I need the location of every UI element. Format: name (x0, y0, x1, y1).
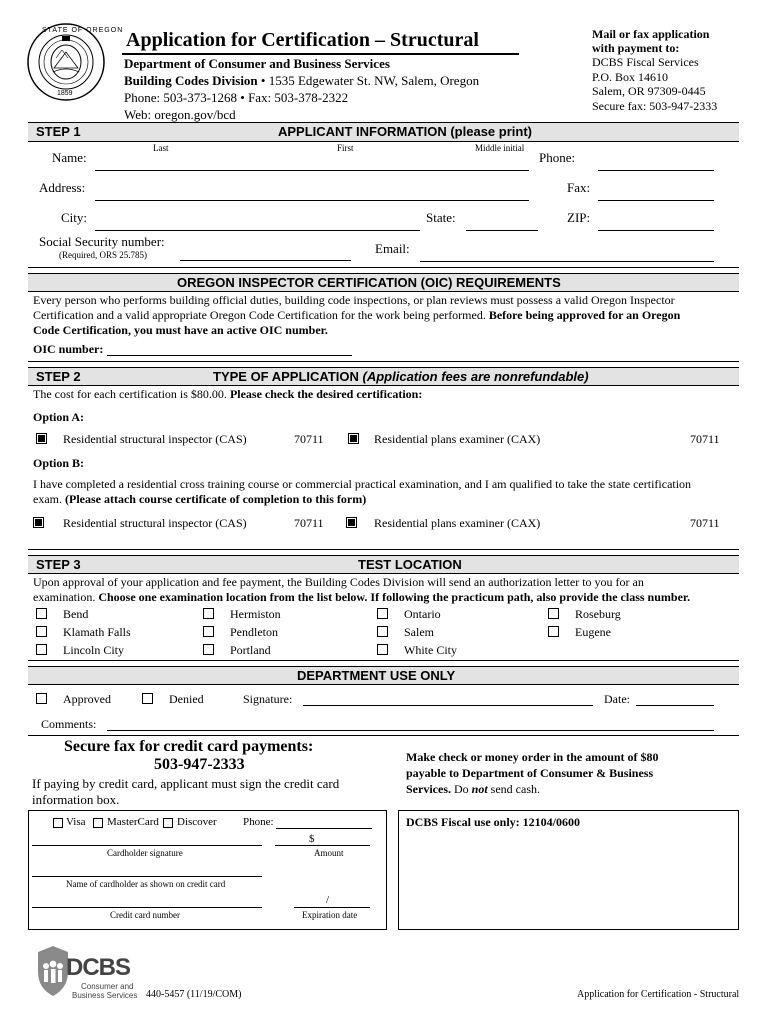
location-ontario: Ontario (404, 607, 441, 621)
location-white-city-checkbox[interactable] (377, 644, 388, 655)
name-on-card-field[interactable] (32, 876, 262, 877)
fax-label: Fax: (567, 180, 591, 195)
location-lincoln-city-checkbox[interactable] (36, 644, 47, 655)
middle-label: Middle initial (475, 143, 525, 153)
location-salem-checkbox[interactable] (377, 626, 388, 637)
oic-number-label: OIC number: (33, 342, 104, 356)
cc-note-2: information box. (32, 792, 120, 807)
seal-text: STATE OF OREGON (42, 27, 124, 34)
location-ontario-checkbox[interactable] (377, 608, 388, 619)
dept-name: Department of Consumer and Business Services (124, 56, 390, 71)
step1-heading: APPLICANT INFORMATION (please print) (278, 124, 532, 139)
mail-line-2: P.O. Box 14610 (592, 70, 669, 84)
check-text-3d: send cash. (487, 782, 540, 796)
step2-heading-main: TYPE OF APPLICATION (213, 369, 363, 384)
header-web: Web: oregon.gov/bcd (124, 107, 236, 122)
option-b-label: Option B: (33, 456, 85, 470)
date-field[interactable] (636, 705, 714, 706)
ssn-field[interactable] (180, 260, 351, 261)
check-text-2: payable to Department of Consumer & Business (406, 766, 654, 780)
option-a-cas-label: Residential structural inspector (CAS) (63, 432, 247, 446)
oic-text-3: Code Certification, you must have an active OIC number. (33, 323, 328, 337)
step1-label: STEP 1 (36, 124, 81, 139)
check-text-3 (406, 782, 540, 797)
secure-fax-title: Secure fax for credit card payments: (64, 738, 314, 755)
oic-text-2 (33, 308, 680, 323)
expiration-date-field[interactable] (294, 907, 370, 908)
location-eugene: Eugene (575, 625, 611, 639)
location-salem: Salem (404, 625, 434, 639)
amount-label: Amount (314, 848, 344, 858)
location-white-city: White City (404, 643, 457, 657)
mail-line-3: Salem, OR 97309-0445 (592, 84, 706, 98)
approved-checkbox[interactable] (36, 693, 47, 704)
ssn-note: (Required, ORS 25.785) (59, 250, 147, 260)
location-lincoln-city: Lincoln City (63, 643, 124, 657)
option-a-label: Option A: (33, 410, 85, 424)
cost-text-a: The cost for each certification is $80.00. (33, 387, 230, 401)
division-address: • 1535 Edgewater St. NW, Salem, Oregon (257, 73, 480, 88)
cost-text (33, 387, 422, 402)
option-b-text-2b: (Please attach course certificate of completion to this form) (65, 492, 367, 506)
zip-field[interactable] (598, 230, 714, 231)
mail-line-4: Secure fax: 503-947-2333 (592, 99, 718, 113)
option-b-cax-label: Residential plans examiner (CAX) (374, 516, 541, 530)
location-hermiston-checkbox[interactable] (203, 608, 214, 619)
cost-text-b: Please check the desired certification: (229, 387, 423, 401)
location-klamath-falls-checkbox[interactable] (36, 626, 47, 637)
discover-label: Discover (177, 816, 217, 828)
email-field[interactable] (420, 261, 714, 262)
location-eugene-checkbox[interactable] (548, 626, 559, 637)
comments-label: Comments: (41, 717, 97, 731)
option-a-cas-code: 70711 (294, 432, 324, 446)
cardholder-signature-label: Cardholder signature (107, 848, 183, 858)
location-roseburg: Roseburg (575, 607, 621, 621)
step2-label: STEP 2 (36, 369, 81, 384)
mastercard-checkbox[interactable] (93, 818, 103, 828)
option-b-cax-code: 70711 (690, 516, 720, 530)
option-b-cas-checkbox[interactable] (33, 517, 44, 528)
option-b-text-1: I have completed a residential cross training course or commercial practical examination, and I am qualified to take the state certification (33, 477, 692, 491)
check-text-3a: Services. (406, 782, 454, 796)
fiscal-use-label: DCBS Fiscal use only: 12104/0600 (406, 815, 581, 829)
signature-field[interactable] (303, 705, 593, 706)
cc-phone-field[interactable] (276, 828, 372, 829)
location-portland-checkbox[interactable] (203, 644, 214, 655)
dept-use-heading: DEPARTMENT USE ONLY (297, 668, 456, 683)
option-b-text-2 (33, 492, 366, 507)
phone-label: Phone: (539, 150, 576, 165)
option-a-cas-checkbox[interactable] (36, 433, 47, 444)
location-bend: Bend (63, 607, 89, 621)
denied-checkbox[interactable] (142, 693, 153, 704)
form-number: 440-5457 (11/19/COM) (146, 989, 242, 1000)
oic-text-2b: Before being approved for an Oregon (488, 308, 681, 322)
city-field[interactable] (95, 230, 420, 231)
option-b-text-2a: exam. (33, 492, 65, 506)
option-b-cas-label: Residential structural inspector (CAS) (63, 516, 247, 530)
date-label: Date: (604, 692, 630, 706)
dcbs-shield-icon (36, 944, 70, 998)
location-hermiston: Hermiston (230, 607, 281, 621)
location-bend-checkbox[interactable] (36, 608, 47, 619)
division-line (124, 73, 479, 89)
step3-text-1: Upon approval of your application and fee payment, the Building Codes Division will send an authorization letter to you for an (33, 575, 644, 589)
seal-year: 1859 (57, 90, 73, 97)
ssn-label: Social Security number: (39, 234, 165, 249)
visa-checkbox[interactable] (53, 818, 63, 828)
option-a-cax-code: 70711 (690, 432, 720, 446)
step2-heading (213, 369, 589, 384)
title-underline (122, 53, 519, 55)
approved-label: Approved (63, 692, 111, 706)
mail-line-1: DCBS Fiscal Services (592, 55, 699, 69)
name-label: Name: (52, 150, 87, 165)
address-label: Address: (39, 180, 86, 195)
step3-text-2a: examination. (33, 590, 99, 604)
location-portland: Portland (230, 643, 271, 657)
name-field[interactable] (95, 170, 529, 171)
step3-text-2 (33, 590, 690, 605)
cardholder-signature-field[interactable] (32, 845, 262, 846)
dcbs-logo-sub-1: Consumer and (81, 982, 134, 991)
address-field[interactable] (95, 200, 529, 201)
location-pendleton: Pendleton (230, 625, 278, 639)
visa-label: Visa (66, 816, 86, 828)
card-number-label: Credit card number (110, 910, 180, 920)
page-title: Application for Certification – Structural (126, 29, 479, 51)
oic-text-1: Every person who performs building official duties, building code inspections, or plan reviews must possess a valid Oregon Inspector (33, 293, 675, 307)
amount-field[interactable] (275, 845, 370, 846)
oic-heading: OREGON INSPECTOR CERTIFICATION (OIC) REQUIREMENTS (177, 275, 561, 290)
mail-title-1: Mail or fax application (592, 27, 710, 41)
step3-label: STEP 3 (36, 557, 81, 572)
dcbs-logo-text: DCBS (66, 954, 131, 981)
denied-label: Denied (169, 692, 204, 706)
state-label: State: (426, 210, 456, 225)
oic-text-2a: Certification and a valid appropriate Oregon Code Certification for the work being performed. (33, 308, 489, 322)
location-pendleton-checkbox[interactable] (203, 626, 214, 637)
expiration-slash: / (326, 894, 330, 906)
last-label: Last (153, 143, 169, 153)
city-label: City: (61, 210, 88, 225)
step2-heading-note: (Application fees are nonrefundable) (362, 369, 589, 384)
check-text-3c: not (471, 782, 488, 796)
signature-label: Signature: (243, 692, 293, 706)
first-label: First (337, 143, 354, 153)
mail-title-2: with payment to: (592, 41, 680, 55)
check-text-3b: Do (453, 782, 472, 796)
email-label: Email: (375, 241, 410, 256)
oic-number-field[interactable] (107, 355, 352, 356)
mastercard-label: MasterCard (107, 816, 159, 828)
header-phone: Phone: 503-373-1268 • Fax: 503-378-2322 (124, 90, 349, 105)
fax-field[interactable] (598, 200, 714, 201)
state-field[interactable] (466, 230, 538, 231)
dollar-sign: $ (309, 833, 315, 845)
location-klamath-falls: Klamath Falls (63, 625, 131, 639)
card-number-field[interactable] (32, 907, 262, 908)
option-a-cax-checkbox[interactable] (348, 433, 359, 444)
step3-heading: TEST LOCATION (358, 557, 462, 572)
location-roseburg-checkbox[interactable] (548, 608, 559, 619)
footer-form-title: Application for Certification - Structural (577, 989, 740, 1000)
option-b-cax-checkbox[interactable] (346, 517, 357, 528)
expiration-date-label: Expiration date (302, 910, 358, 920)
cc-phone-label: Phone: (243, 816, 274, 828)
discover-checkbox[interactable] (163, 818, 173, 828)
dcbs-logo-sub-2: Business Services (72, 991, 138, 1000)
comments-field[interactable] (107, 730, 714, 731)
secure-fax-number: 503-947-2333 (154, 756, 245, 773)
name-on-card-label: Name of cardholder as shown on credit card (66, 879, 226, 889)
division-name: Building Codes Division (124, 73, 258, 88)
step3-text-2b: Choose one examination location from the list below. If following the practicum path, also provide the class number. (98, 590, 691, 604)
option-a-cax-label: Residential plans examiner (CAX) (374, 432, 541, 446)
cc-note-1: If paying by credit card, applicant must sign the credit card (32, 776, 340, 791)
zip-label: ZIP: (567, 210, 591, 225)
phone-field[interactable] (598, 170, 714, 171)
option-b-cas-code: 70711 (294, 516, 324, 530)
check-text-1: Make check or money order in the amount of $80 (406, 750, 659, 764)
